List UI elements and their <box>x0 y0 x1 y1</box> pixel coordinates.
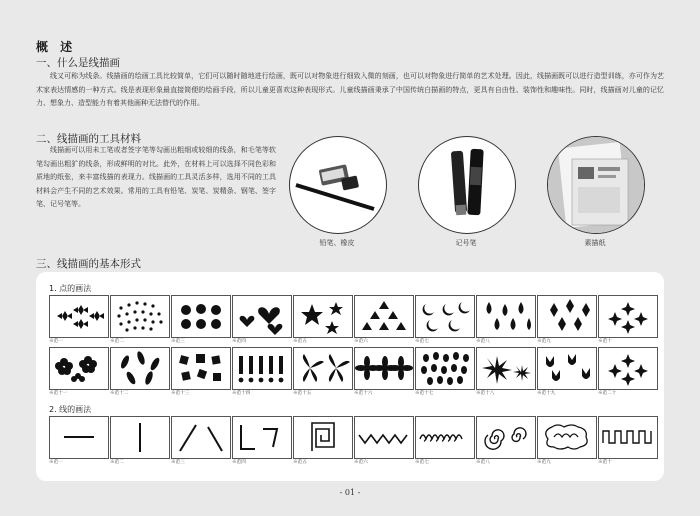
pencil-eraser-image <box>289 136 387 234</box>
dot-label: ※范一 <box>49 339 63 344</box>
dot-label: ※范十一 <box>49 391 68 396</box>
dot-label: ※范七 <box>415 339 429 344</box>
dot-label: ※范二 <box>110 339 124 344</box>
dot-label: ※范十三 <box>171 391 190 396</box>
dot-example <box>598 295 658 338</box>
dot-example <box>537 347 597 390</box>
page-number: - 01 - <box>339 488 361 497</box>
line-example <box>476 416 536 459</box>
lines-title: 2. 线的画法 <box>49 405 92 414</box>
dot-example <box>171 347 231 390</box>
caption-pencil: 铅笔、橡皮 <box>319 239 355 247</box>
dot-label: ※范十 <box>598 339 612 344</box>
dot-label: ※范十七 <box>415 391 434 396</box>
sketch-paper-image <box>547 136 645 234</box>
dot-label: ※范六 <box>354 339 368 344</box>
examples-panel <box>36 272 664 481</box>
dot-example <box>354 295 414 338</box>
dot-example <box>598 347 658 390</box>
dot-label: ※范八 <box>476 339 490 344</box>
line-label: ※范四 <box>232 460 246 465</box>
dot-example <box>354 347 414 390</box>
line-label: ※范六 <box>354 460 368 465</box>
dot-label: ※范三 <box>171 339 185 344</box>
line-example <box>110 416 170 459</box>
dot-example <box>232 347 292 390</box>
line-example <box>415 416 475 459</box>
section2-body: 线描画可以用未工笔或者签字笔等勾画出粗细或较细的线条，和毛笔等软笔勾画出粗犷的线条，形成鲜明的对比。此外，在材料上可以选择不同色彩和质地的纸张，来丰富线描的表现力。线描画的工具灵活多样，选用不同的工具材料会产生不同的艺术效果。常用的工具有铅笔、炭笔、炭精条、钢笔、签字笔、记号笔等。 <box>36 146 276 208</box>
dot-example <box>476 347 536 390</box>
line-example <box>232 416 292 459</box>
caption-paper: 素描纸 <box>584 239 606 247</box>
dot-example <box>293 295 353 338</box>
dot-example <box>415 347 475 390</box>
dot-example <box>415 295 475 338</box>
section1-heading: 一、什么是线描画 <box>36 57 120 69</box>
dot-example <box>110 295 170 338</box>
section3-heading: 三、线描画的基本形式 <box>36 258 141 270</box>
dot-label: ※范十八 <box>476 391 495 396</box>
dot-label: ※范十六 <box>354 391 373 396</box>
dot-example <box>110 347 170 390</box>
dot-example <box>171 295 231 338</box>
line-label: ※范一 <box>49 460 63 465</box>
page-title: 概 述 <box>36 40 77 54</box>
section2-heading: 二、线描画的工具材料 <box>36 133 141 145</box>
line-label: ※范三 <box>171 460 185 465</box>
dot-example <box>49 295 109 338</box>
dot-label: ※范九 <box>537 339 551 344</box>
caption-marker: 记号笔 <box>455 239 477 247</box>
dot-label: ※范五 <box>293 339 307 344</box>
dot-label: ※范十五 <box>293 391 312 396</box>
dots-title: 1. 点的画法 <box>49 284 92 293</box>
line-example <box>293 416 353 459</box>
line-label: ※范七 <box>415 460 429 465</box>
dot-label: ※范十二 <box>110 391 129 396</box>
dot-example <box>293 347 353 390</box>
line-label: ※范五 <box>293 460 307 465</box>
dot-example <box>232 295 292 338</box>
line-example <box>354 416 414 459</box>
dot-label: ※范十九 <box>537 391 556 396</box>
line-label: ※范十 <box>598 460 612 465</box>
line-example <box>537 416 597 459</box>
line-example <box>49 416 109 459</box>
section1-body: 线又可称为线条。线描画的绘画工具比较简单，它们可以随时随地进行绘画，既可以对物象进行细致入微的刻画，也可以对物象进行简单的艺术处理。因此，线描画既可以进行造型训练，亦可作为艺术家表达情感的一种方式。线是表现形象最直接简便的绘画手段，所以儿童更喜欢这种表现形式。儿童线描画秉承了中国传统白描画的特点，更具有自由性、装饰性和趣味性。同时，线描画对儿童的记忆力、想象力、造型能力有着其他画种无法替代的作用。 <box>36 72 664 107</box>
marker-image <box>418 136 516 234</box>
dot-example <box>537 295 597 338</box>
line-example <box>171 416 231 459</box>
line-example <box>598 416 658 459</box>
dot-example <box>49 347 109 390</box>
line-label: ※范二 <box>110 460 124 465</box>
line-label: ※范八 <box>476 460 490 465</box>
dot-example <box>476 295 536 338</box>
dot-label: ※范四 <box>232 339 246 344</box>
dot-label: ※范二十 <box>598 391 617 396</box>
dot-label: ※范十四 <box>232 391 251 396</box>
line-label: ※范九 <box>537 460 551 465</box>
